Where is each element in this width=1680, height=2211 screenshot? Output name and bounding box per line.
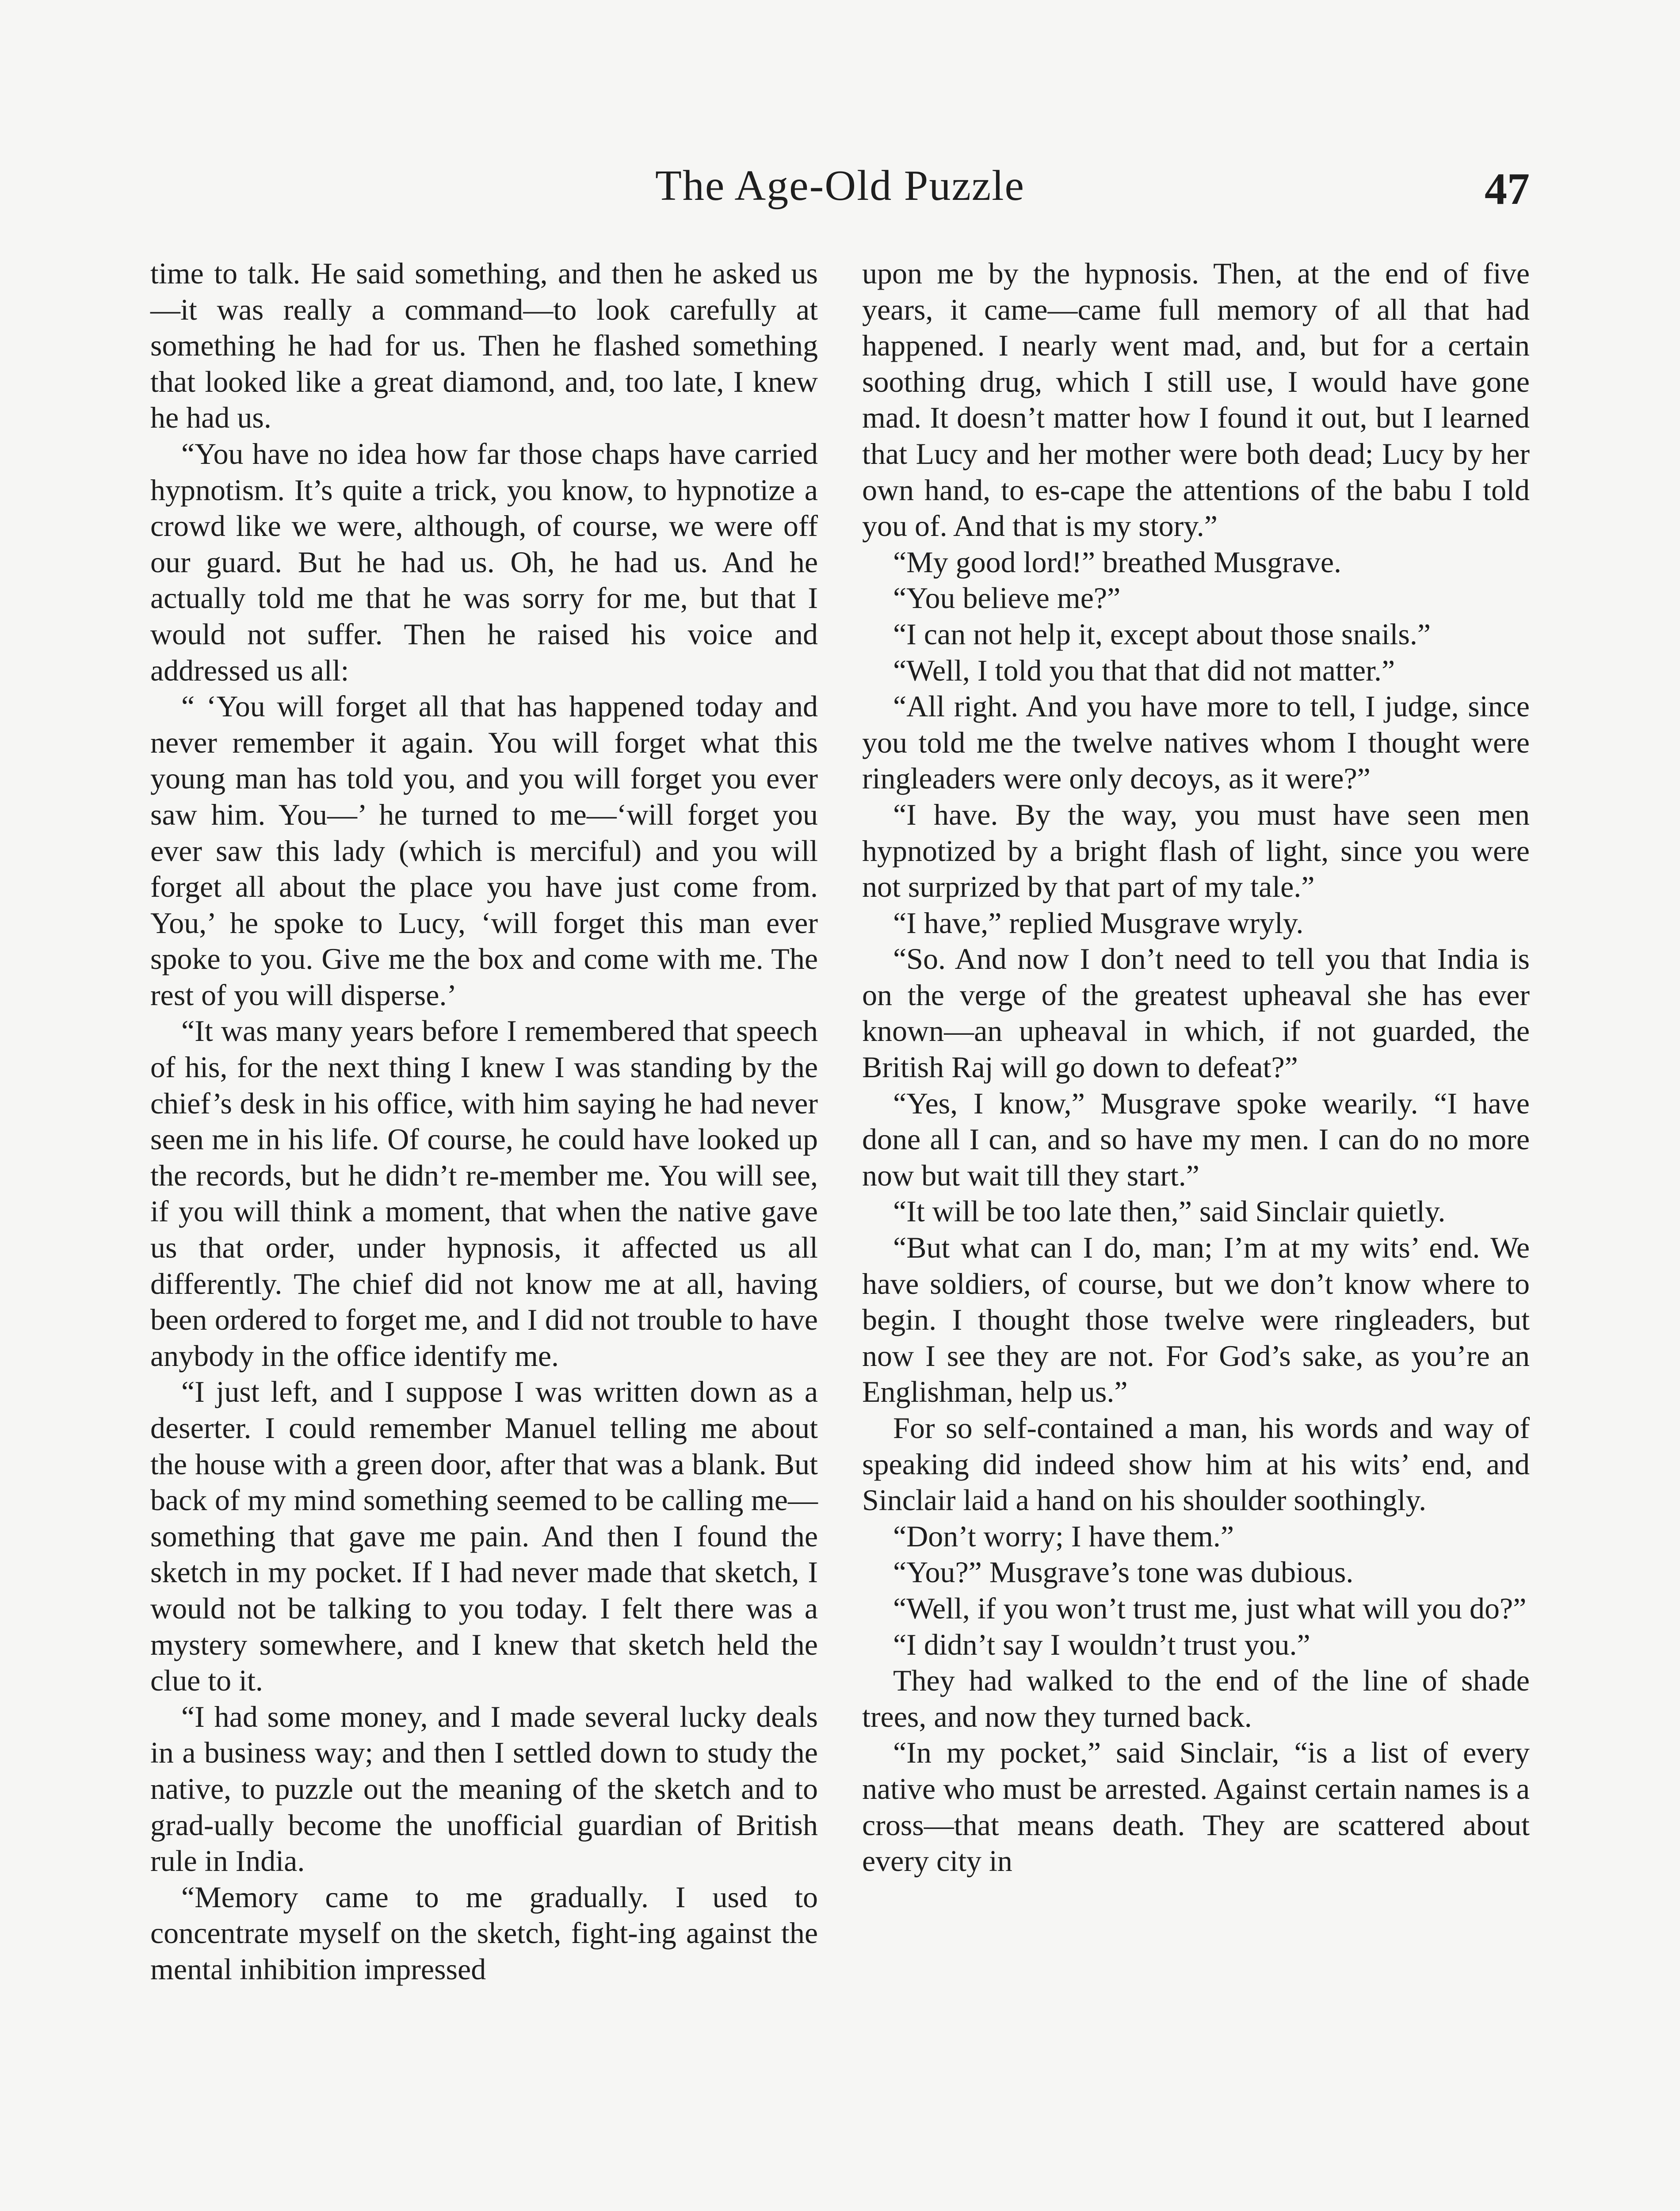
paragraph: upon me by the hypnosis. Then, at the end of five years, it came—came full memory of all that had happened. I nearly went mad, and, but for a certain soothing drug, which I still use, I would have gone mad. It doesn’t matter how I found it out, but I learned that Lucy and her mother were both dead; Lucy by her own hand, to es-cape the attentions of the babu I told you of. And that is my story.” — [862, 256, 1530, 543]
paragraph: “I have. By the way, you must have seen men hypnotized by a bright flash of light, since you were not surprized by that part of my tale.” — [862, 797, 1530, 904]
paragraph: “So. And now I don’t need to tell you that India is on the verge of the greatest upheaval she has ever known—an upheaval in which, if not guarded, the British Raj will go down to defeat?” — [862, 942, 1530, 1084]
paragraph: “My good lord!” breathed Musgrave. — [893, 545, 1342, 579]
running-title: The Age-Old Puzzle — [655, 162, 1025, 210]
paragraph: “Yes, I know,” Musgrave spoke wearily. “I have done all I can, and so have my men. I can do no more now but wait till they start.” — [862, 1086, 1530, 1192]
paragraph: “Don’t worry; I have them.” — [893, 1519, 1234, 1553]
paragraph: “But what can I do, man; I’m at my wits’ end. We have soldiers, of course, but we don’t know where to begin. I thought those twelve were ringleaders, but now I see they are not. For God’s sake, as you’re an Englishman, help us.” — [862, 1231, 1530, 1409]
paragraph: They had walked to the end of the line of shade trees, and now they turned back. — [862, 1664, 1530, 1733]
paragraph: “Well, I told you that that did not matter.” — [893, 653, 1395, 687]
paragraph: “It will be too late then,” said Sinclair quietly. — [893, 1194, 1446, 1228]
paragraph: “Memory came to me gradually. I used to concentrate myself on the sketch, fight-ing against the mental inhibition impressed — [150, 1880, 818, 1986]
paragraph: time to talk. He said something, and then he asked us—it was really a command—to look carefully at something he had for us. Then he flashed something that looked like a great diamond, and, too late, I knew he had us. — [150, 256, 818, 435]
paragraph: “I didn’t say I wouldn’t trust you.” — [893, 1627, 1310, 1661]
paragraph: “All right. And you have more to tell, I judge, since you told me the twelve natives whom I thought were ringleaders were only decoys, as it were?” — [862, 689, 1530, 796]
paragraph: “ ‘You will forget all that has happened today and never remember it again. You will forget what this young man has told you, and you will forget you ever saw him. You—’ he turned to me—‘will forget you ever saw this lady (which is merciful) and you will forget all about the place you have just come from. You,’ he spoke to Lucy, ‘will forget this man ever spoke to you. Give me the box and come with me. The rest of you will disperse.’ — [150, 689, 818, 1012]
paragraph: “You believe me?” — [893, 581, 1121, 615]
paragraph: “In my pocket,” said Sinclair, “is a list of every native who must be arrested. Against certain names is a cross—that means death. They are scattered about every city in — [862, 1736, 1530, 1878]
right-column — [862, 256, 1530, 1879]
paragraph: “It was many years before I remembered that speech of his, for the next thing I knew I was standing by the chief’s desk in his office, with him saying he had never seen me in his life. Of course, he could have looked up the records, but he didn’t re-member me. You will see, if you will think a moment, that when the native gave us that order, under hypnosis, it affected us all differently. The chief did not know me at all, having been ordered to forget me, and I did not trouble to have anybody in the office identify me. — [150, 1014, 818, 1373]
paragraph: “You have no idea how far those chaps have carried hypnotism. It’s quite a trick, you know, to hypnotize a crowd like we were, although, of course, we were off our guard. But he had us. Oh, he had us. And he actually told me that he was sorry for me, but that I would not suffer. Then he raised his voice and addressed us all: — [150, 436, 818, 687]
paragraph: “I just left, and I suppose I was written down as a deserter. I could remember Manuel telling me about the house with a green door, after that was a blank. But back of my mind something seemed to be calling me—something that gave me pain. And then I found the sketch in my pocket. If I had never made that sketch, I would not be talking to you today. I felt there was a mystery somewhere, and I knew that sketch held the clue to it. — [150, 1375, 818, 1698]
page-header — [150, 157, 1530, 214]
left-column — [150, 256, 818, 1988]
paragraph: “You?” Musgrave’s tone was dubious. — [893, 1555, 1354, 1589]
paragraph: “I have,” replied Musgrave wryly. — [893, 906, 1304, 940]
paragraph: “I had some money, and I made several lucky deals in a business way; and then I settled down to study the native, to puzzle out the meaning of the sketch and to grad-ually become the unofficial guardian of British rule in India. — [150, 1699, 818, 1878]
page-number: 47 — [1485, 164, 1530, 214]
paragraph: For so self-contained a man, his words and way of speaking did indeed show him at his wits’ end, and Sinclair laid a hand on his shoulder soothingly. — [862, 1411, 1530, 1517]
paragraph: “I can not help it, except about those snails.” — [893, 617, 1431, 651]
paragraph: “Well, if you won’t trust me, just what will you do?” — [893, 1591, 1527, 1625]
